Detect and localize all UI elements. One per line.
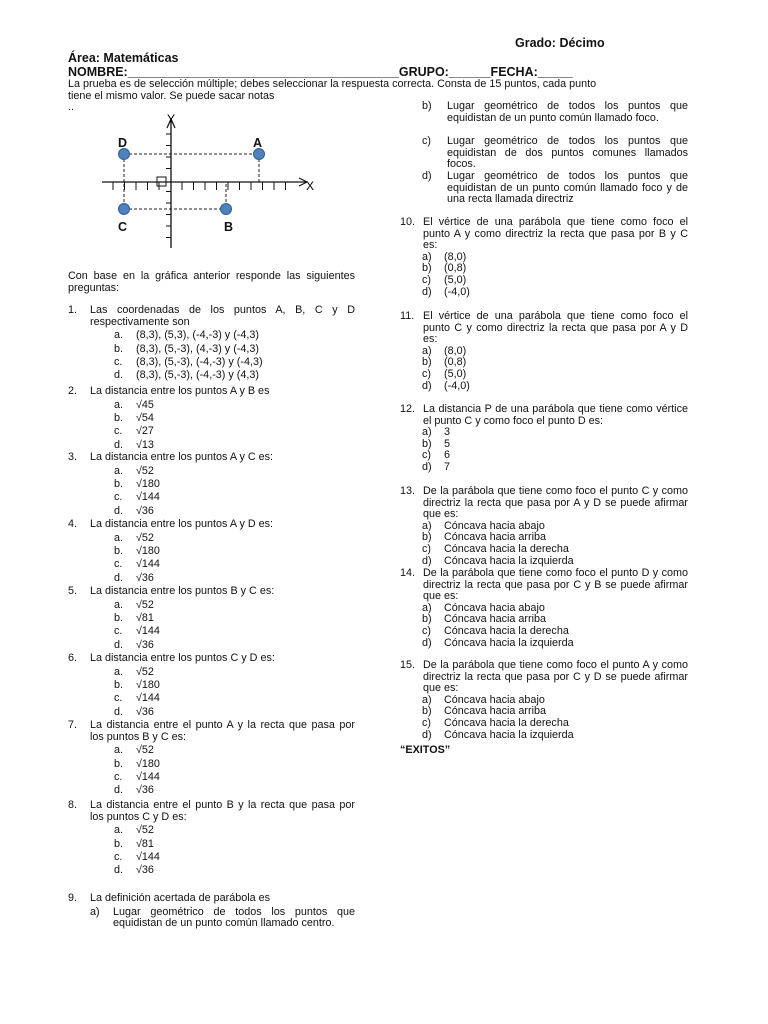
point-b — [221, 204, 232, 215]
option-letter: a) — [422, 519, 432, 532]
option-letter: a) — [422, 250, 432, 263]
option-letter: d. — [114, 504, 124, 517]
option-text: (0,8) — [444, 356, 467, 369]
question-text: El vértice de una parábola que tiene como foco el punto C y como directriz la recta que pasa por A y D es: — [423, 310, 688, 346]
option-text: √36 — [136, 705, 154, 718]
option-letter: d) — [422, 170, 432, 182]
option-text: √144 — [136, 770, 160, 783]
option-letter: c. — [114, 491, 123, 504]
option-text: √180 — [136, 544, 160, 557]
option-text: √36 — [136, 571, 154, 584]
option-text: Lugar geométrico de todos los puntos que equidistan de un punto común llamado foco. — [447, 100, 688, 124]
option-text: √81 — [136, 837, 154, 850]
option-text: √54 — [136, 411, 154, 424]
option-letter: a) — [422, 344, 432, 357]
question-number: 12. — [400, 403, 416, 415]
option-text: √27 — [136, 425, 154, 438]
question-text: La distancia entre el punto A y la recta que pasa por los puntos B y C es: — [90, 719, 355, 743]
option-text: √144 — [136, 692, 160, 705]
name-group-date-line: NOMBRE:_______________________________________GRUPO:______FECHA:_____ — [68, 65, 573, 79]
option-letter: a) — [422, 601, 432, 614]
option-text: √52 — [136, 531, 154, 544]
question-number: 11. — [400, 310, 415, 322]
option-letter: b) — [422, 613, 432, 626]
point-c — [119, 204, 130, 215]
option-text: √180 — [136, 757, 160, 770]
option-letter: c) — [422, 274, 431, 286]
option-text: (0,8) — [444, 262, 467, 275]
option-text: Lugar geométrico de todos los puntos que equidistan de dos puntos comunes llamados focos. — [447, 135, 688, 171]
option-letter: b. — [114, 477, 124, 490]
option-text: 7 — [444, 461, 451, 473]
instructions-line-1: La prueba es de selección múltiple; debes seleccionar la respuesta correcta. Consta de 15 puntos, cada punto — [68, 78, 597, 90]
coordinate-graph — [95, 110, 325, 255]
intro-paragraph: Con base en la gráfica anterior responde las siguientes preguntas: — [68, 270, 355, 294]
option-letter: a. — [114, 598, 124, 611]
option-letter: c) — [422, 717, 431, 729]
option-text: (5,0) — [444, 368, 467, 380]
option-text: √52 — [136, 665, 154, 678]
option-letter: c. — [114, 770, 123, 783]
option-letter: d. — [114, 864, 124, 877]
dots: .. — [68, 101, 74, 113]
instructions-line-2: tiene el mismo valor. Se puede sacar notas — [68, 90, 275, 102]
option-letter: d. — [114, 705, 124, 718]
question-text: La distancia entre los puntos A y B es — [90, 385, 270, 397]
option-text: Lugar geométrico de todos los puntos que equidistan de un punto común llamado centro. — [113, 905, 355, 930]
option-letter: c) — [422, 135, 431, 147]
option-text: √144 — [136, 625, 160, 638]
question-text: Las coordenadas de los puntos A, B, C y D respectivamente son — [90, 304, 355, 328]
option-text: √180 — [136, 678, 160, 691]
option-letter: b) — [422, 705, 432, 718]
option-text: √144 — [136, 491, 160, 504]
option-text: Cóncava hacia abajo — [444, 693, 545, 706]
option-text: Cóncava hacia la derecha — [444, 717, 569, 729]
option-text: Cóncava hacia abajo — [444, 519, 545, 532]
y-axis-label: Y — [167, 112, 176, 126]
point-a — [254, 149, 265, 160]
option-text: Cóncava hacia abajo — [444, 601, 545, 614]
question-number: 7. — [68, 719, 78, 731]
option-letter: b) — [422, 531, 432, 544]
option-text: √52 — [136, 598, 154, 611]
option-letter: a) — [422, 693, 432, 706]
grade-label: Grado: Décimo — [515, 36, 605, 50]
option-text: (5,0) — [444, 274, 467, 286]
question-number: 13. — [400, 485, 416, 497]
question-number: 3. — [68, 451, 78, 463]
option-text: (8,0) — [444, 250, 467, 263]
option-letter: d. — [114, 784, 124, 797]
option-letter: d) — [422, 554, 432, 567]
option-letter: d) — [422, 285, 432, 298]
option-letter: b) — [422, 437, 432, 450]
option-text: (8,3), (5,3), (-4,-3) y (-4,3) — [136, 329, 259, 342]
option-letter: c. — [114, 692, 123, 705]
question-text: La definición acertada de parábola es — [90, 892, 271, 904]
option-text: √36 — [136, 864, 154, 877]
closing-text: “EXITOS” — [400, 744, 451, 756]
option-letter: c. — [114, 425, 123, 438]
question-text: La distancia entre los puntos A y C es: — [90, 451, 274, 463]
question-text: La distancia P de una parábola que tiene como vértice el punto C y como foco el punto D es: — [423, 403, 688, 427]
question-text: De la parábola que tiene como foco el punto D y como directriz la recta que pasa por C y B se puede afirmar que es: — [423, 567, 688, 603]
option-text: Cóncava hacia arriba — [444, 613, 547, 626]
question-number: 4. — [68, 518, 78, 530]
point-a-label: A — [253, 136, 263, 150]
option-letter: a. — [114, 464, 124, 477]
option-letter: c) — [422, 368, 431, 380]
option-text: √36 — [136, 784, 154, 797]
option-text: (8,0) — [444, 344, 467, 357]
point-d-label: D — [118, 136, 128, 150]
point-b-label: B — [224, 220, 234, 234]
option-text: (8,3), (5,-3), (-4,-3) y (4,3) — [136, 369, 259, 382]
option-letter: c) — [422, 543, 431, 555]
option-text: Cóncava hacia la izquierda — [444, 728, 574, 741]
point-d — [119, 149, 130, 160]
question-number: 1. — [68, 304, 78, 316]
option-letter: b. — [114, 678, 124, 691]
option-text: (-4,0) — [444, 285, 470, 298]
option-letter: c. — [114, 625, 123, 638]
option-letter: b. — [114, 611, 124, 624]
option-letter: a. — [114, 665, 124, 678]
question-number: 15. — [400, 659, 416, 671]
question-text: De la parábola que tiene como foco el punto A y como directriz la recta que pasa por C y D se puede afirmar que es: — [423, 659, 688, 695]
option-letter: d) — [422, 461, 432, 473]
option-text: √52 — [136, 464, 154, 477]
point-c-label: C — [118, 220, 128, 234]
option-text: Cóncava hacia arriba — [444, 705, 547, 718]
option-text: √36 — [136, 504, 154, 517]
option-text: Cóncava hacia la izquierda — [444, 636, 574, 649]
option-text: 6 — [444, 449, 451, 462]
option-letter: b) — [422, 100, 432, 112]
option-text: √52 — [136, 744, 154, 757]
question-text: La distancia entre los puntos B y C es: — [90, 585, 275, 597]
option-letter: a. — [114, 744, 124, 757]
option-letter: b. — [114, 757, 124, 770]
option-letter: b. — [114, 411, 124, 424]
question-number: 5. — [68, 585, 78, 597]
question-number: 10. — [400, 216, 416, 228]
option-text: Cóncava hacia la derecha — [444, 625, 569, 637]
question-text: La distancia entre los puntos C y D es: — [90, 652, 275, 664]
option-letter: b) — [422, 356, 432, 369]
option-letter: c) — [422, 449, 431, 462]
option-letter: d. — [114, 638, 124, 651]
option-text: Cóncava hacia la izquierda — [444, 554, 574, 567]
option-letter: a. — [114, 329, 124, 342]
option-letter: d. — [114, 369, 124, 382]
option-letter: c. — [114, 558, 123, 571]
question-number: 8. — [68, 799, 78, 811]
option-text: 5 — [444, 437, 451, 450]
option-text: Cóncava hacia la derecha — [444, 543, 569, 555]
option-text: (-4,0) — [444, 379, 470, 392]
option-text: √144 — [136, 850, 160, 863]
option-letter: d) — [422, 379, 432, 392]
option-text: √180 — [136, 477, 160, 490]
option-letter: a) — [90, 905, 100, 918]
question-number: 2. — [68, 385, 78, 397]
question-text: La distancia entre el punto B y la recta que pasa por los puntos C y D es: — [90, 799, 355, 823]
option-text: Lugar geométrico de todos los puntos que equidistan de un punto común llamado foco y de una recta llamada directriz — [447, 170, 688, 206]
x-axis-label: X — [306, 179, 315, 193]
option-text: √81 — [136, 611, 154, 624]
question-text: La distancia entre los puntos A y D es: — [90, 518, 274, 530]
option-text: Cóncava hacia arriba — [444, 531, 547, 544]
option-text: √52 — [136, 824, 154, 837]
question-number: 9. — [68, 892, 78, 904]
question-number: 14. — [400, 567, 416, 579]
option-letter: d) — [422, 728, 432, 741]
option-text: (8,3), (5,-3), (4,-3) y (-4,3) — [136, 342, 259, 355]
question-number: 6. — [68, 652, 78, 664]
option-letter: a) — [422, 426, 432, 439]
option-text: (8,3), (5,-3), (-4,-3) y (-4,3) — [136, 355, 263, 368]
option-letter: d. — [114, 571, 124, 584]
option-text: √36 — [136, 638, 154, 651]
option-text: √144 — [136, 558, 160, 571]
option-letter: b. — [114, 544, 124, 557]
option-letter: d) — [422, 636, 432, 649]
question-text: De la parábola que tiene como foco el punto C y como directriz la recta que pasa por A y D se puede afirmar que es: — [423, 485, 688, 521]
option-letter: b. — [114, 342, 124, 355]
option-letter: a. — [114, 531, 124, 544]
question-text: El vértice de una parábola que tiene como foco el punto A y como directriz la recta que pasa por B y C es: — [423, 216, 688, 252]
option-text: √13 — [136, 438, 154, 451]
option-letter: a. — [114, 824, 124, 837]
option-letter: b. — [114, 837, 124, 850]
area-label: Área: Matemáticas — [68, 51, 179, 65]
option-letter: c) — [422, 625, 431, 637]
option-letter: b) — [422, 262, 432, 275]
option-letter: a. — [114, 398, 124, 411]
option-letter: c. — [114, 850, 123, 863]
option-text: √45 — [136, 398, 154, 411]
option-letter: d. — [114, 438, 124, 451]
option-text: 3 — [444, 426, 451, 439]
option-letter: c. — [114, 355, 123, 368]
